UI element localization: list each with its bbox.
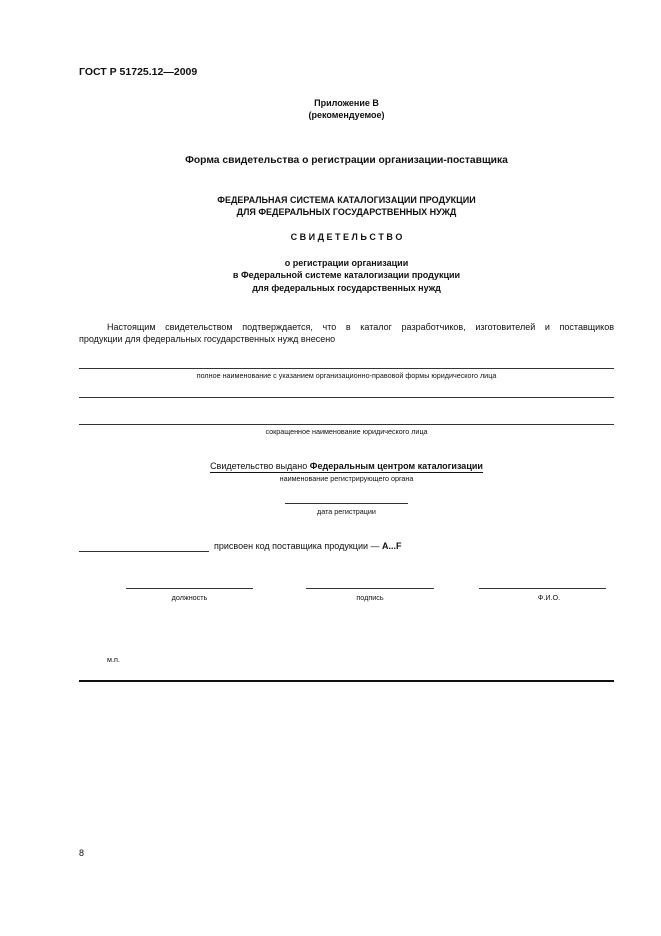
certificate-sub-1: о регистрации организации [284, 258, 409, 268]
stamp-place: м.п. [107, 655, 120, 664]
certificate-sub-3: для федеральных государственных нужд [252, 283, 441, 293]
supplier-code [214, 541, 402, 551]
position-caption: должность [171, 593, 208, 602]
short-name-field [79, 424, 614, 425]
appendix-status: (рекомендуемое) [308, 110, 385, 120]
code-text: присвоен код поставщика продукции — [214, 541, 383, 551]
bottom-rule [79, 680, 614, 682]
code-owner-field [79, 551, 209, 552]
fio-caption: Ф.И.О. [537, 593, 561, 602]
full-name-field-2 [79, 397, 614, 398]
standard-number: ГОСТ Р 51725.12—2009 [79, 66, 198, 78]
paragraph-line-2: продукции для федеральных государственных нужд внесено [79, 334, 336, 344]
issued-by [79, 461, 614, 471]
appendix-title: Приложение В [314, 98, 379, 108]
issued-org: Федеральным центром каталогизации [309, 461, 483, 471]
page-number: 8 [79, 848, 85, 858]
issued-prefix: Свидетельство выдано [210, 461, 310, 471]
system-line-2: ДЛЯ ФЕДЕРАЛЬНЫХ ГОСУДАРСТВЕННЫХ НУЖД [236, 207, 457, 217]
full-name-field [79, 368, 614, 369]
certificate-sub-2: в Федеральной системе каталогизации продукции [232, 270, 461, 280]
form-title: Форма свидетельства о регистрации организации-поставщика [185, 155, 508, 166]
short-name-caption: сокращенное наименование юридического лица [265, 427, 428, 436]
signature-caption: подпись [356, 593, 384, 602]
position-field [126, 588, 253, 589]
date-field [285, 503, 408, 504]
code-value: А...F [382, 541, 402, 551]
signature-field [306, 588, 434, 589]
date-caption: дата регистрации [317, 507, 376, 516]
full-name-caption: полное наименование с указанием организационно-правовой формы юридического лица [196, 371, 497, 380]
certificate-title: С В И Д Е Т Е Л Ь С Т В О [290, 232, 403, 242]
fio-field [479, 588, 606, 589]
paragraph-line-1: Настоящим свидетельством подтверждается, что в каталог разработчиков, изготовителей и поставщиков [107, 322, 614, 332]
issuer-caption: наименование регистрирующего органа [279, 474, 414, 483]
system-line-1: ФЕДЕРАЛЬНАЯ СИСТЕМА КАТАЛОГИЗАЦИИ ПРОДУКЦИИ [217, 195, 476, 205]
